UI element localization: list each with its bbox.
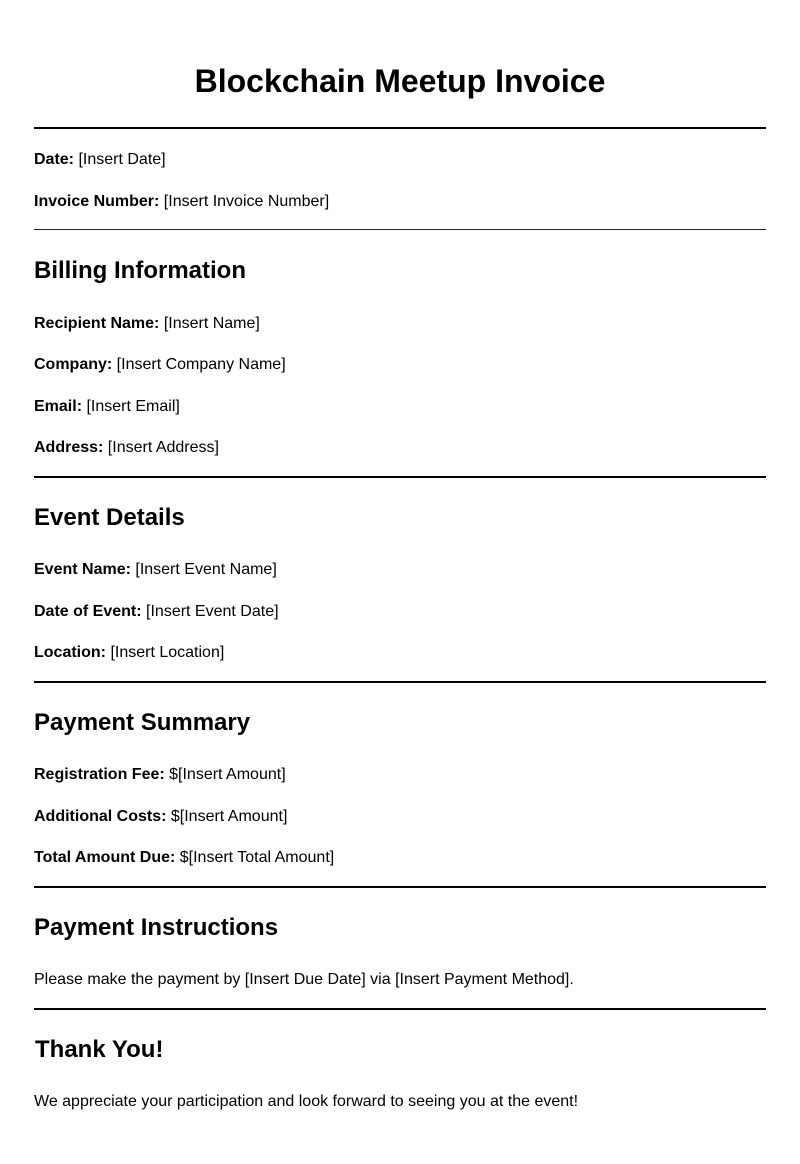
address-label: Address: xyxy=(34,439,104,456)
email-value: [Insert Email] xyxy=(82,398,180,415)
payment-summary-heading: Payment Summary xyxy=(34,709,251,736)
invoice-number-label: Invoice Number: xyxy=(34,193,160,210)
total-amount-field xyxy=(34,848,766,868)
divider xyxy=(34,127,766,129)
date-field xyxy=(34,150,766,170)
page-title: Blockchain Meetup Invoice xyxy=(194,63,606,99)
additional-costs-field xyxy=(34,807,766,827)
registration-fee-field xyxy=(34,765,766,785)
event-date-label: Date of Event: xyxy=(34,603,142,620)
registration-fee-value: $[Insert Amount] xyxy=(164,766,286,783)
divider xyxy=(34,681,766,683)
event-name-value: [Insert Event Name] xyxy=(130,561,277,578)
invoice-number-field xyxy=(34,192,766,212)
additional-costs-value: $[Insert Amount] xyxy=(166,808,288,825)
total-amount-label: Total Amount Due: xyxy=(34,849,176,866)
invoice-number-value: [Insert Invoice Number] xyxy=(159,193,330,210)
event-name-label: Event Name: xyxy=(34,561,131,578)
address-field xyxy=(34,438,766,458)
thank-you-heading: Thank You! xyxy=(35,1036,164,1063)
event-heading: Event Details xyxy=(34,504,185,531)
event-name-field xyxy=(34,560,766,580)
additional-costs-label: Additional Costs: xyxy=(34,808,167,825)
address-value: [Insert Address] xyxy=(103,439,219,456)
payment-instructions-text: Please make the payment by [Insert Due Date] via [Insert Payment Method]. xyxy=(34,971,574,988)
divider xyxy=(34,476,766,478)
company-value: [Insert Company Name] xyxy=(112,356,286,373)
divider xyxy=(34,1008,766,1010)
divider xyxy=(34,886,766,888)
event-date-field xyxy=(34,602,766,622)
location-field xyxy=(34,643,766,663)
recipient-name-value: [Insert Name] xyxy=(159,315,260,332)
location-value: [Insert Location] xyxy=(106,644,225,661)
email-field xyxy=(34,397,766,417)
event-date-value: [Insert Event Date] xyxy=(141,603,279,620)
thank-you-text: We appreciate your participation and look forward to seeing you at the event! xyxy=(34,1093,579,1110)
date-value: [Insert Date] xyxy=(74,151,166,168)
location-label: Location: xyxy=(34,644,106,661)
company-label: Company: xyxy=(34,356,113,373)
divider xyxy=(34,229,766,230)
date-label: Date: xyxy=(34,151,75,168)
total-amount-value: $[Insert Total Amount] xyxy=(175,849,335,866)
email-label: Email: xyxy=(34,398,83,415)
recipient-name-field xyxy=(34,314,766,334)
recipient-name-label: Recipient Name: xyxy=(34,315,160,332)
company-field xyxy=(34,355,766,375)
billing-heading: Billing Information xyxy=(34,257,246,284)
payment-instructions-heading: Payment Instructions xyxy=(34,914,279,941)
registration-fee-label: Registration Fee: xyxy=(34,766,165,783)
